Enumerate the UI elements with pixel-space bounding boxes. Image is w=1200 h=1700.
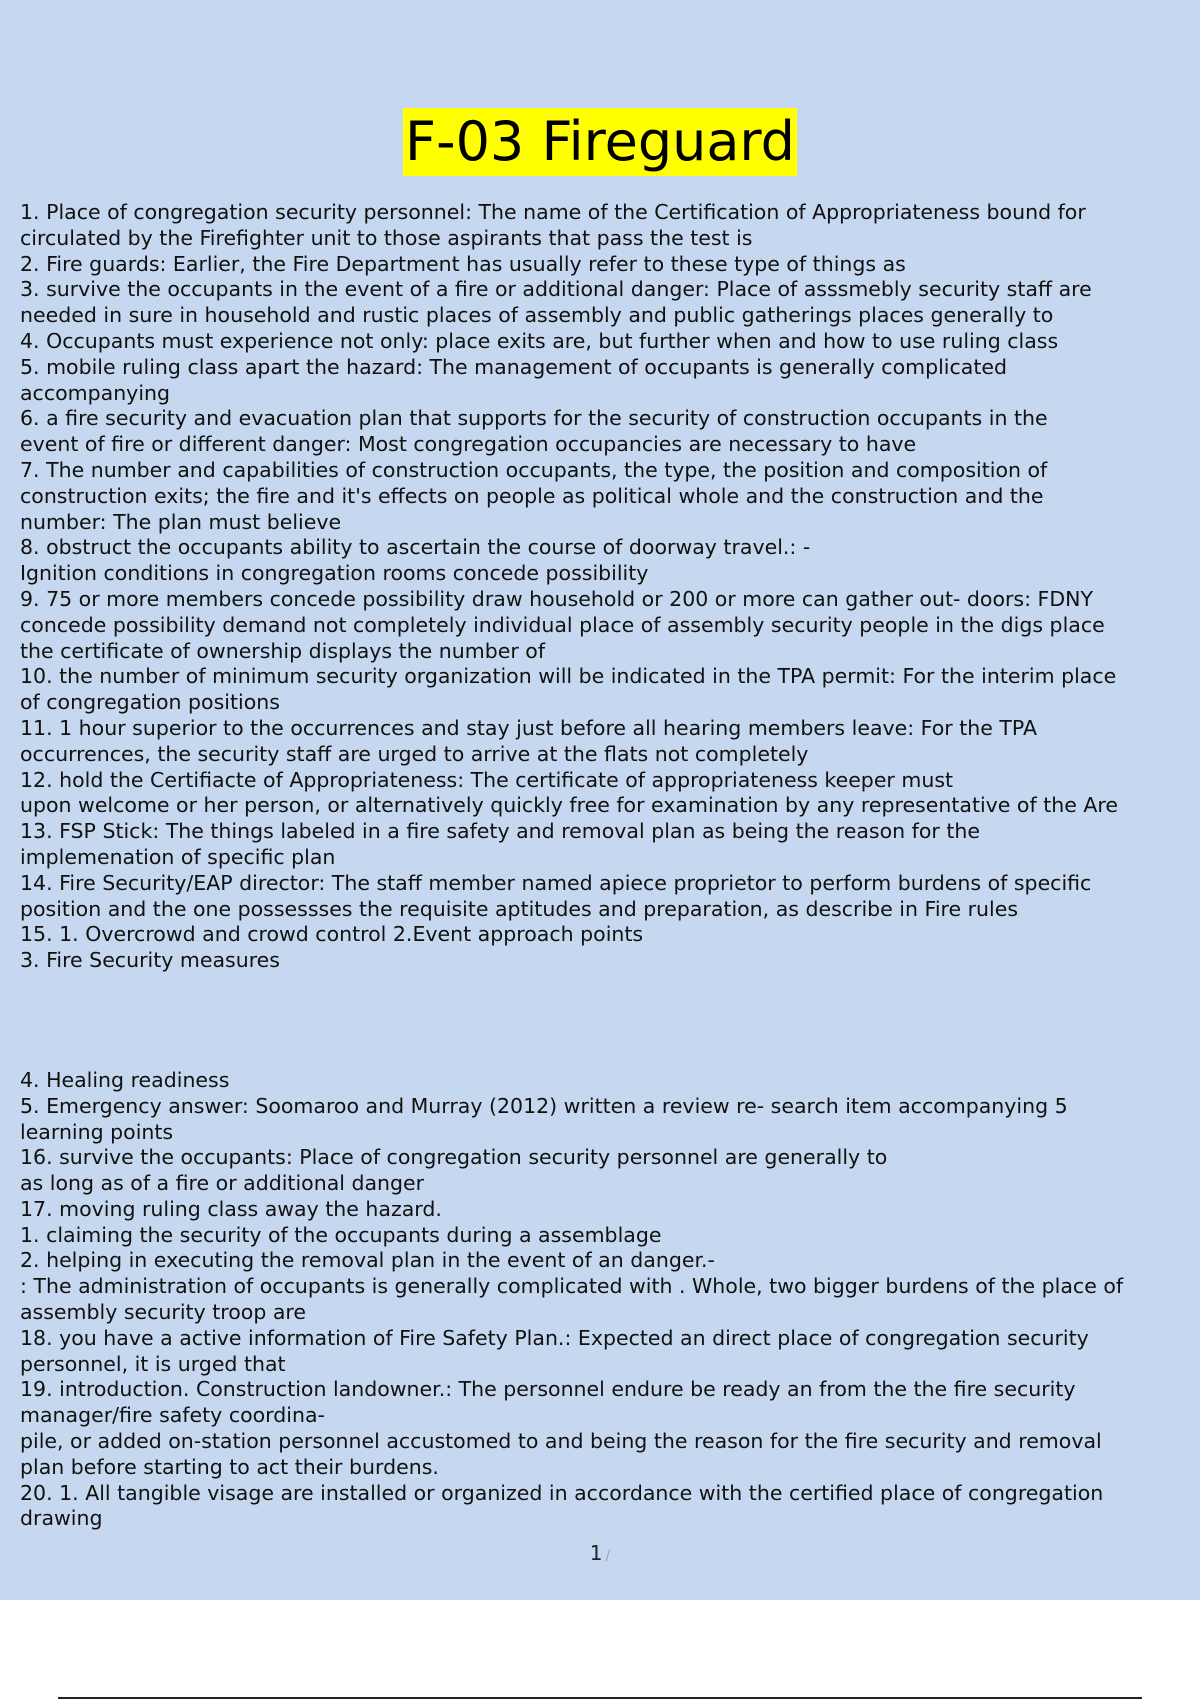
body-line: 14. Fire Security/EAP director: The staff member named apiece proprietor to perform burdens of specific [20, 870, 1092, 895]
body-line: 10. the number of minimum security organization will be indicated in the TPA permit: For the interim place [20, 664, 1117, 689]
body-line: 9. 75 or more members concede possibility draw household or 200 or more can gather out- doors: FDNY [20, 586, 1093, 611]
body-line: 7. The number and capabilities of construction occupants, the type, the position and composition of [20, 457, 1048, 482]
document-title: F-03 Fireguard [403, 108, 797, 176]
section-gap [20, 974, 1200, 1068]
body-line: personnel, it is urged that [20, 1351, 286, 1376]
body-line: 4. Occupants must experience not only: place exits are, but further when and how to use ruling class [20, 328, 1059, 353]
body-line: position and the one possessses the requisite aptitudes and preparation, as describe in Fire rules [20, 896, 1019, 921]
body-line: 3. Fire Security measures [20, 948, 280, 973]
body-line: occurrences, the security staff are urged to arrive at the flats not completely [20, 741, 809, 766]
body-line: pile, or added on-station personnel accustomed to and being the reason for the fire security and removal [20, 1429, 1102, 1454]
body-line: 16. survive the occupants: Place of congregation security personnel are generally to [20, 1145, 888, 1170]
body-line: 5. mobile ruling class apart the hazard: The management of occupants is generally complicated [20, 354, 1007, 379]
body-line: 18. you have a active information of Fire Safety Plan.: Expected an direct place of congregation security [20, 1325, 1089, 1350]
body-line: implemenation of specific plan [20, 844, 336, 869]
body-line: the certificate of ownership displays the number of [20, 638, 546, 663]
body-line: : The administration of occupants is generally complicated with . Whole, two bigger burdens of the place of [20, 1274, 1124, 1299]
body-line: 5. Emergency answer: Soomaroo and Murray (2012) written a review re- search item accompanying 5 [20, 1093, 1068, 1118]
bottom-rule-divider [58, 1697, 1142, 1699]
body-line: 13. FSP Stick: The things labeled in a fire safety and removal plan as being the reason for the [20, 819, 980, 844]
document-body [20, 200, 1200, 1532]
page-number: 1 [589, 1541, 603, 1565]
body-line: 2. Fire guards: Earlier, the Fire Department has usually refer to these type of things as [20, 251, 906, 276]
body-line: drawing [20, 1506, 103, 1531]
page-number-footer [0, 1541, 1200, 1565]
body-line: 1. Place of congregation security personnel: The name of the Certification of Appropriateness bound for [20, 200, 1086, 224]
body-line: 1. claiming the security of the occupants during a assemblage [20, 1222, 662, 1247]
title-wrapper [0, 108, 1200, 176]
body-line: 4. Healing readiness [20, 1067, 230, 1092]
body-line: 19. introduction. Construction landowner.: The personnel endure be ready an from the the fire security [20, 1377, 1076, 1402]
body-line: plan before starting to act their burdens. [20, 1454, 439, 1479]
body-line: 15. 1. Overcrowd and crowd control 2.Event approach points [20, 922, 644, 947]
body-line: Ignition conditions in congregation rooms concede possibility [20, 561, 649, 586]
body-line: assembly security troop are [20, 1300, 307, 1325]
body-line: of congregation positions [20, 690, 280, 715]
body-line: circulated by the Firefighter unit to those aspirants that pass the test is [20, 225, 753, 250]
body-line: number: The plan must believe [20, 509, 342, 534]
page-separator: / [605, 1548, 611, 1564]
body-line: 12. hold the Certifiacte of Appropriateness: The certificate of appropriateness keeper must [20, 767, 954, 792]
body-line: 8. obstruct the occupants ability to ascertain the course of doorway travel.: - [20, 535, 811, 560]
body-line: manager/fire safety coordina- [20, 1403, 325, 1428]
body-line: event of fire or different danger: Most congregation occupancies are necessary to have [20, 432, 917, 457]
body-line: construction exits; the fire and it's effects on people as political whole and the construction and the [20, 483, 1044, 508]
body-line: upon welcome or her person, or alternatively quickly free for examination by any representative of the Are [20, 793, 1118, 818]
body-line: 2. helping in executing the removal plan in the event of an danger.- [20, 1248, 715, 1273]
body-line: 6. a fire security and evacuation plan that supports for the security of construction occupants in the [20, 406, 1048, 431]
body-line: concede possibility demand not completely individual place of assembly security people in the digs place [20, 612, 1105, 637]
body-line: needed in sure in household and rustic places of assembly and public gatherings places generally to [20, 303, 1054, 328]
body-line: 11. 1 hour superior to the occurrences and stay just before all hearing members leave: For the TPA [20, 715, 1037, 740]
body-line: accompanying [20, 380, 171, 405]
body-line: 20. 1. All tangible visage are installed or organized in accordance with the certified place of congregation [20, 1480, 1104, 1505]
body-line: as long as of a fire or additional danger [20, 1171, 425, 1196]
body-line: learning points [20, 1119, 174, 1144]
body-line: 3. survive the occupants in the event of a fire or additional danger: Place of asssmebly security staff are [20, 277, 1092, 302]
body-line: 17. moving ruling class away the hazard. [20, 1196, 442, 1221]
